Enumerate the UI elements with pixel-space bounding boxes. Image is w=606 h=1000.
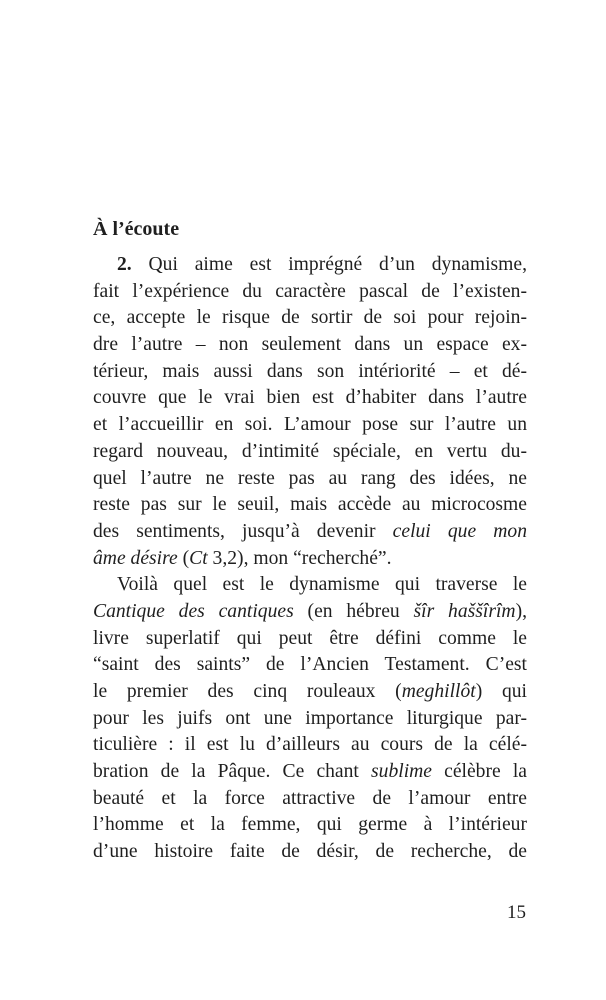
text-line [93,546,527,573]
text-segment: des sentiments, jusqu’à devenir [93,520,393,542]
text-segment: célèbre la [431,761,527,783]
text-segment: fait l’expérience du caractère pascal de l’existen- [93,280,527,302]
text-segment: quel l’autre ne reste pas au rang des idées, ne [93,467,527,489]
text-line [93,732,527,759]
text-line [93,492,527,519]
text-line [93,252,527,279]
text-segment: d’une histoire faite de désir, de recherche, de [93,841,527,863]
text-segment: livre superlatif qui peut être défini comme le [93,627,527,649]
italic-text: Ct [189,547,208,569]
text-segment: l’homme et la femme, qui germe à l’intérieur [93,814,527,836]
text-segment: ), [515,600,527,622]
text-segment: reste pas sur le seuil, mais accède au microcosme [93,494,527,516]
text-line [93,599,527,626]
text-segment: le premier des cinq rouleaux ( [93,681,402,702]
text-segment: couvre que le vrai bien est d’habiter dans l’autre [93,387,527,409]
text-segment: ) qui [475,681,528,702]
text-line [93,519,527,546]
text-line [93,706,527,733]
italic-text: âme désire [93,547,178,569]
italic-text: šîr haššîrîm [413,600,516,622]
text-line [93,305,527,332]
text-segment: Voilà quel est le dynamisme qui traverse le [117,574,527,596]
text-line [93,279,527,306]
text-line [93,786,527,813]
text-segment: dre l’autre – non seulement dans un espace ex- [93,334,527,356]
text-line [93,572,527,599]
italic-text: Cantique des cantiques [93,600,294,622]
text-segment: pour les juifs ont une importance liturgique par- [93,707,527,729]
text-line [93,839,527,866]
text-segment: térieur, mais aussi dans son intériorité – et dé- [93,360,527,382]
text-line [93,626,527,653]
text-line [93,679,527,706]
text-line [93,412,527,439]
text-line [93,359,527,386]
text-line [93,385,527,412]
text-segment: beauté et la force attractive de l’amour entre [93,787,527,809]
page-number: 15 [507,902,526,923]
section-heading: À l’écoute [93,218,180,240]
text-line [93,439,527,466]
italic-text: celui que mon [392,520,527,542]
text-segment: bration de la Pâque. Ce chant [93,761,372,783]
text-line [93,332,527,359]
text-segment: (en hébreu [293,600,414,622]
text-line [93,652,527,679]
italic-text: meghillôt [401,681,476,702]
text-segment: regard nouveau, d’intimité spéciale, en vertu du- [93,440,527,462]
text-line [93,466,527,493]
text-line [93,812,527,839]
text-segment: “saint des saints” de l’Ancien Testament. C’est [93,654,527,676]
text-segment: ticulière : il est lu d’ailleurs au cours de la célé- [93,734,527,756]
text-segment: et l’accueillir en soi. L’amour pose sur l’autre un [93,414,527,436]
italic-text: sublime [371,761,432,783]
body-text [93,252,527,866]
text-segment: ce, accepte le risque de sortir de soi pour rejoin- [93,307,527,329]
text-segment: ( [177,547,190,569]
text-segment: 3,2), mon “recherché”. [207,547,392,569]
text-line [93,759,527,786]
paragraph-number: 2. [117,254,132,275]
text-segment: Qui aime est imprégné d’un dynamisme, [131,254,527,275]
